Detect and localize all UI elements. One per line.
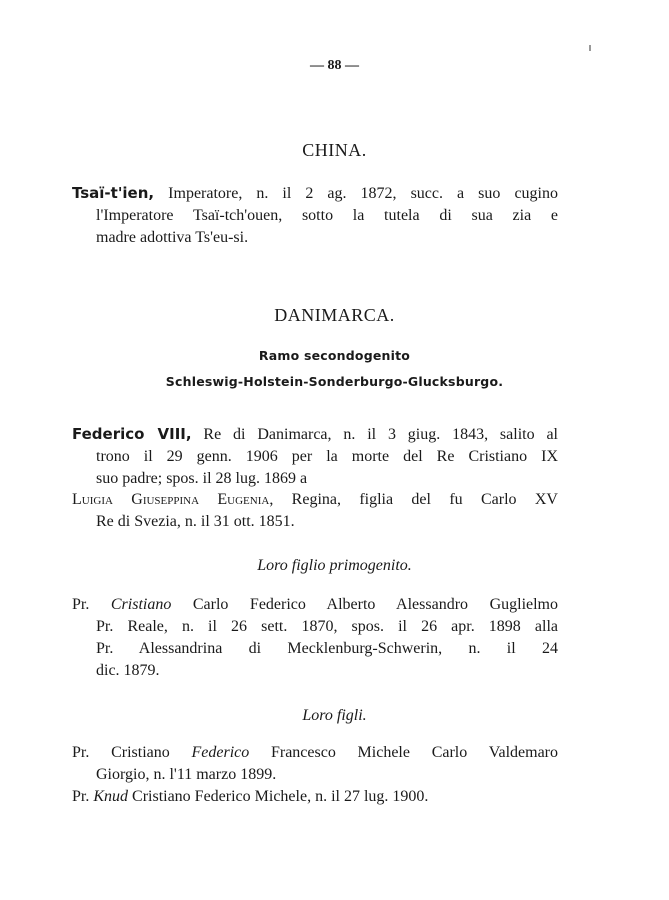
heir-line-4: dic. 1879. — [96, 662, 160, 679]
child1-prefix: Pr. Cristiano — [72, 744, 192, 761]
china-entry — [72, 182, 558, 249]
china-line-1: Imperatore, n. il 2 ag. 1872, succ. a suo cugino — [154, 185, 558, 202]
heir-entry — [72, 594, 558, 682]
king-line-2: trono il 29 genn. 1906 per la morte del Re Cristiano IX — [96, 448, 558, 465]
heir-prefix: Pr. — [72, 596, 111, 613]
china-line-3: madre adottiva Ts'eu-si. — [96, 229, 249, 246]
child2-prefix: Pr. — [72, 788, 94, 805]
heir-line-1: Carlo Federico Alberto Alessandro Guglielmo — [171, 596, 559, 613]
danimarca-branch: Ramo secondogenito — [258, 348, 411, 363]
child1-line-1: Francesco Michele Carlo Valdemaro — [249, 744, 559, 761]
scan-mark — [589, 45, 591, 51]
section-firstborn: Loro figlio primogenito. — [257, 557, 412, 574]
danimarca-heading: DANIMARCA. — [274, 305, 395, 325]
queen-name: Luigia Giuseppina Eugenia, — [72, 491, 274, 508]
heir-line-2: Pr. Reale, n. il 26 sett. 1870, spos. il 26 apr. 1898 alla — [96, 618, 558, 635]
queen-line-1: Regina, figlia del fu Carlo XV — [273, 491, 558, 508]
china-heading: CHINA. — [302, 140, 367, 160]
king-name: Federico VIII, — [72, 425, 192, 443]
child1-line-2: Giorgio, n. l'11 marzo 1899. — [96, 766, 277, 783]
queen-line-2: Re di Svezia, n. il 31 ott. 1851. — [96, 513, 295, 530]
danimarca-house: Schleswig-Holstein-Sonderburgo-Glucksburgo. — [165, 374, 504, 389]
page-number: — 88 — — [310, 58, 359, 73]
heir-line-3: Pr. Alessandrina di Mecklenburg-Schwerin, n. il 24 — [96, 640, 558, 657]
child1-entry — [72, 742, 558, 786]
child2-entry — [72, 786, 558, 808]
king-line-1: Re di Danimarca, n. il 3 giug. 1843, salito al — [191, 426, 558, 443]
child2-name: Knud — [93, 788, 129, 805]
section-children: Loro figli. — [302, 707, 367, 724]
king-line-3: suo padre; spos. il 28 lug. 1869 a — [96, 470, 308, 487]
queen-entry — [72, 489, 558, 533]
china-emperor-name: Tsaï-t'ien, — [72, 184, 155, 202]
child1-name: Federico — [191, 744, 250, 761]
heir-name: Cristiano — [110, 596, 172, 613]
child2-line: Cristiano Federico Michele, n. il 27 lug. 1900. — [128, 788, 429, 805]
china-line-2: l'Imperatore Tsaï-tch'ouen, sotto la tutela di sua zia e — [96, 207, 558, 224]
king-entry — [72, 423, 558, 490]
